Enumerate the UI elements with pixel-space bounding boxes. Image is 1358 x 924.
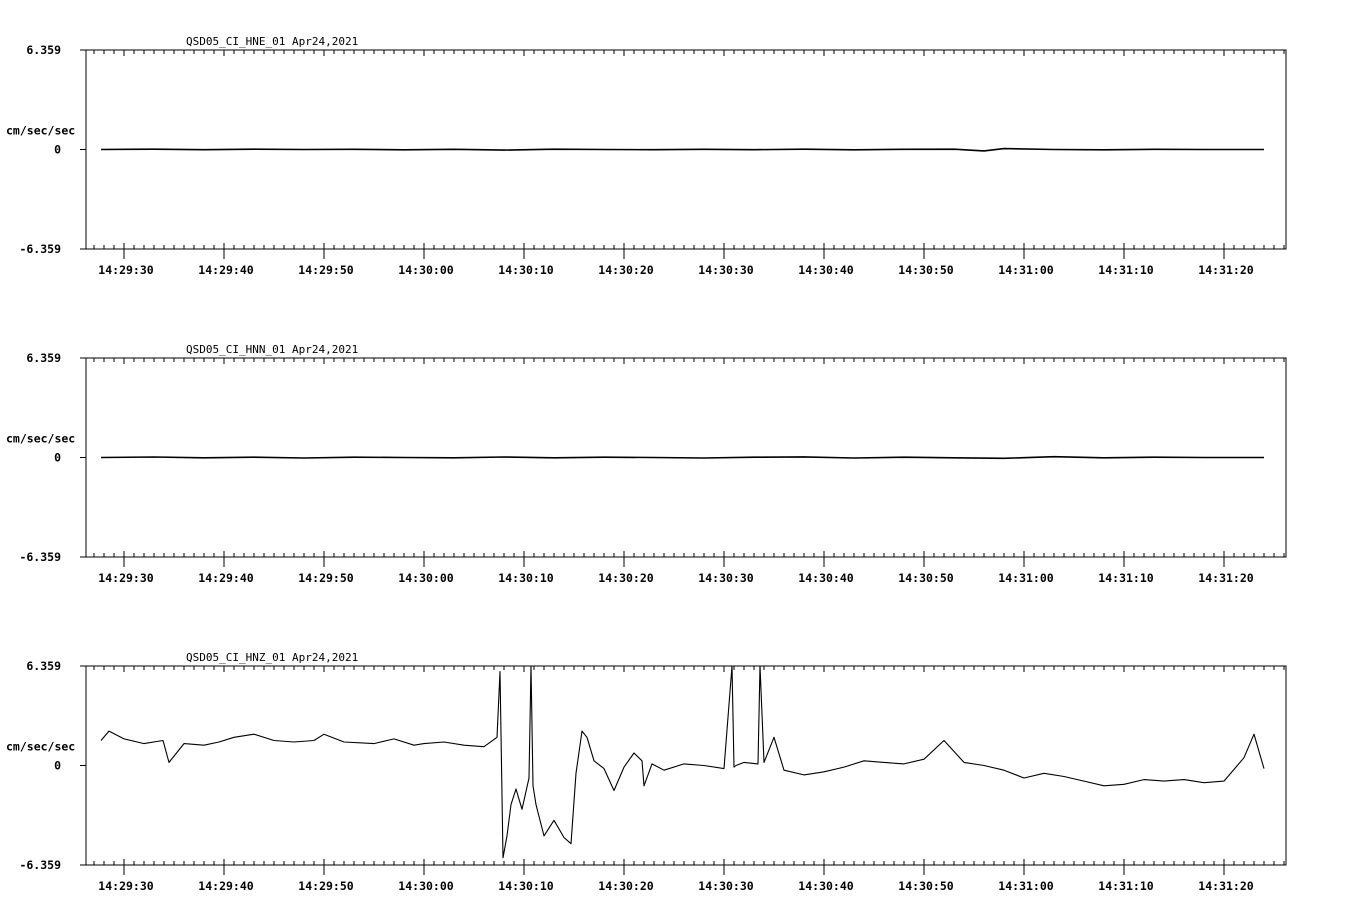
y-tick-label-zero: 0 xyxy=(54,142,61,157)
chart-panel xyxy=(6,35,1286,277)
x-tick-label: 14:29:40 xyxy=(198,263,254,277)
x-tick-label: 14:30:10 xyxy=(498,879,554,893)
x-tick-label: 14:29:40 xyxy=(198,571,254,585)
x-tick-label: 14:29:30 xyxy=(98,879,154,893)
x-tick-label: 14:31:20 xyxy=(1198,879,1254,893)
x-tick-label: 14:30:00 xyxy=(398,879,454,893)
y-tick-label-max: 6.359 xyxy=(26,351,61,365)
x-tick-label: 14:31:00 xyxy=(998,263,1054,277)
series-trace xyxy=(101,149,1264,151)
x-tick-label: 14:29:50 xyxy=(298,263,354,277)
y-axis-label: cm/sec/sec xyxy=(6,431,76,446)
x-tick-label: 14:29:40 xyxy=(198,879,254,893)
x-tick-label: 14:30:20 xyxy=(598,879,654,893)
plot-frame xyxy=(86,666,1286,865)
x-tick-label: 14:31:10 xyxy=(1098,263,1154,277)
x-tick-label: 14:30:30 xyxy=(698,263,754,277)
x-tick-label: 14:31:10 xyxy=(1098,571,1154,585)
chart-panel xyxy=(6,343,1286,585)
chart-title: QSD05_CI_HNZ_01 Apr24,2021 xyxy=(186,651,359,664)
x-tick-label: 14:31:10 xyxy=(1098,879,1154,893)
y-tick-label-zero: 0 xyxy=(54,758,61,773)
y-axis-label: cm/sec/sec xyxy=(6,739,76,754)
y-axis-label: cm/sec/sec xyxy=(6,123,76,138)
x-tick-label: 14:30:00 xyxy=(398,571,454,585)
x-tick-label: 14:29:50 xyxy=(298,571,354,585)
x-tick-label: 14:30:10 xyxy=(498,571,554,585)
x-tick-label: 14:31:20 xyxy=(1198,263,1254,277)
y-tick-label-min: -6.359 xyxy=(19,858,61,872)
series-trace xyxy=(101,666,1264,858)
y-tick-label-min: -6.359 xyxy=(19,550,61,564)
x-tick-label: 14:30:20 xyxy=(598,263,654,277)
chart-title: QSD05_CI_HNN_01 Apr24,2021 xyxy=(186,343,359,356)
y-tick-label-max: 6.359 xyxy=(26,43,61,57)
x-tick-label: 14:30:10 xyxy=(498,263,554,277)
series-trace xyxy=(101,457,1264,459)
x-tick-label: 14:31:20 xyxy=(1198,571,1254,585)
chart-panel xyxy=(6,651,1286,893)
x-tick-label: 14:30:50 xyxy=(898,263,954,277)
x-tick-label: 14:31:00 xyxy=(998,879,1054,893)
x-tick-label: 14:30:20 xyxy=(598,571,654,585)
x-tick-label: 14:30:40 xyxy=(798,263,854,277)
x-tick-label: 14:31:00 xyxy=(998,571,1054,585)
y-tick-label-zero: 0 xyxy=(54,450,61,465)
x-tick-label: 14:30:40 xyxy=(798,879,854,893)
x-tick-label: 14:30:00 xyxy=(398,263,454,277)
y-tick-label-max: 6.359 xyxy=(26,659,61,673)
x-tick-label: 14:30:30 xyxy=(698,571,754,585)
x-tick-label: 14:30:30 xyxy=(698,879,754,893)
x-tick-label: 14:29:30 xyxy=(98,571,154,585)
x-tick-label: 14:30:50 xyxy=(898,879,954,893)
x-tick-label: 14:29:30 xyxy=(98,263,154,277)
x-tick-label: 14:29:50 xyxy=(298,879,354,893)
chart-title: QSD05_CI_HNE_01 Apr24,2021 xyxy=(186,35,359,48)
y-tick-label-min: -6.359 xyxy=(19,242,61,256)
x-tick-label: 14:30:50 xyxy=(898,571,954,585)
x-tick-label: 14:30:40 xyxy=(798,571,854,585)
